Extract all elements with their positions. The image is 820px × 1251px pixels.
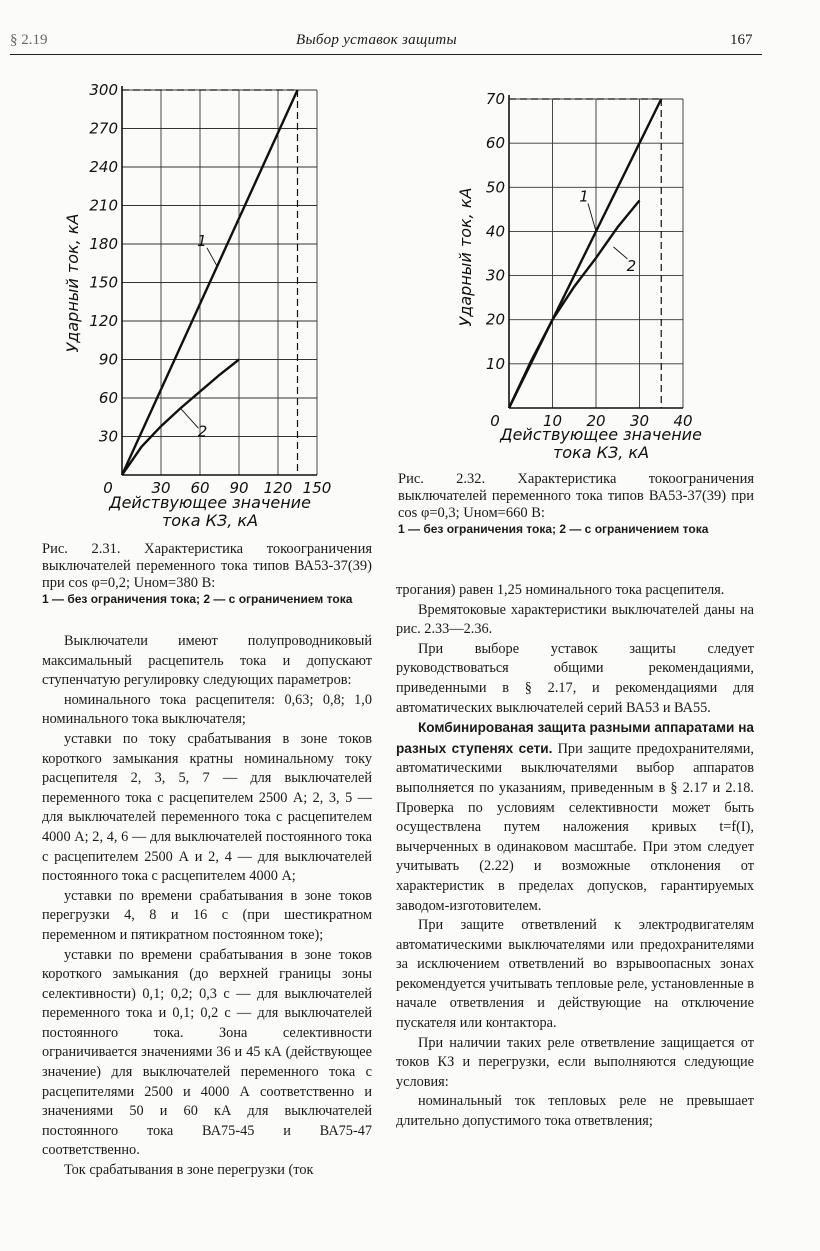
- paragraph: Ток срабатывания в зоне перегрузки (ток: [64, 1162, 314, 1179]
- paragraph: При наличии таких реле ответвление защищается от токов КЗ и перегрузки, если выполняются следующие условия:: [396, 1034, 754, 1090]
- y-tick-label: 90: [98, 350, 118, 369]
- section-number: § 2.19: [10, 32, 48, 48]
- figure-2-32-title: Рис. 2.32. Характеристика токоограничения выключателей переменного тока типов ВА53-37(39) при cos φ=0,3; Uном=660 В:: [398, 471, 754, 521]
- figure-2-31-legend: 1 — без ограничения тока; 2 — с ограничением тока: [42, 592, 353, 606]
- x-axis-title-line-2: тока КЗ, кА: [552, 443, 650, 462]
- x-tick-label: 0: [490, 412, 500, 430]
- paragraph: При выборе уставок защиты следует руководствоваться общими рекомендациями, приведенными в § 2.17, и рекомендациями для автоматических выключателей серий ВА53 и ВА55.: [396, 640, 754, 716]
- y-tick-label: 150: [89, 273, 118, 292]
- series-2-label: 2: [626, 256, 637, 275]
- x-tick-label: 120: [263, 479, 293, 497]
- x-tick-label: 30: [151, 479, 171, 497]
- series-label-leader: [207, 248, 217, 266]
- paragraph: [396, 718, 754, 916]
- y-tick-label: 10: [485, 354, 505, 373]
- series-label-leader: [588, 203, 596, 231]
- x-tick-label: 90: [229, 479, 249, 497]
- paragraph: номинальный ток тепловых реле не превышает длительно допустимого тока ответвления;: [396, 1093, 754, 1130]
- y-tick-label: 120: [89, 312, 118, 330]
- running-title: Выбор уставок защиты: [296, 32, 457, 48]
- y-tick-label: 40: [485, 222, 505, 241]
- series-2-label: 2: [197, 422, 208, 441]
- paragraph: Выключатели имеют полупроводниковый максимальный расцепитель тока и допускают ступенчатую регулировку следующих параметров:: [42, 633, 372, 689]
- x-tick-label: 0: [103, 479, 113, 497]
- y-tick-label: 30: [98, 427, 118, 446]
- header-rule: [10, 54, 762, 55]
- x-tick-label: 30: [629, 412, 650, 430]
- series-2-line: [122, 360, 239, 476]
- series-label-leader: [613, 247, 627, 259]
- figure-2-31-caption: [42, 541, 372, 607]
- y-tick-label: 240: [89, 158, 118, 176]
- series-1-label: 1: [197, 231, 207, 250]
- right-text-column: [396, 581, 754, 1132]
- x-axis-title-line-2: тока КЗ, кА: [161, 511, 259, 530]
- paragraph: При защите ответвлений к электродвигателям автоматическими выключателями или предохранителями за исключением ответвлений во взрывоопасных зонах рекомендуется учитывать тепловые реле, установленные в начале ответвления и действующие на отключение пускателя или контактора.: [396, 917, 754, 1032]
- series-1-label: 1: [579, 187, 589, 206]
- y-tick-label: 300: [89, 81, 118, 99]
- chart-fig-2-31: [60, 78, 350, 538]
- paragraph: Времятоковые характеристики выключателей даны на рис. 2.33—2.36.: [396, 601, 754, 638]
- x-tick-label: 60: [190, 479, 210, 497]
- paragraph-text: При защите предохранителями, автоматическими выключателями выбор аппаратов выполняется по указаниям, приведенным в § 2.17 и 2.18. Проверка по условиям селективности может быть осуществлена путем наложения кривых t=f(I), вычерченных в одинаковом масштабе. При этом следует учитывать (2.22) и возможные отклонения от характеристик в пределах допусков, гарантируемых заводом-изготовителем.: [396, 740, 755, 914]
- x-axis-title: Действующее значение: [500, 425, 702, 444]
- y-tick-label: 30: [485, 266, 505, 285]
- y-tick-label: 60: [98, 389, 118, 407]
- y-tick-label: 60: [485, 134, 505, 153]
- paragraph: уставки по времени срабатывания в зоне токов короткого замыкания (до верхней границы зоны селективности) 0,1; 0,2; 0,3 с — для выключателей переменного тока и 0,1; 0,2 с — для выключателей постоянного тока. Зона селективности ограничивается значениями 36 и 45 кА (действующее значение) для выключателей переменного тока с расцепителями 2500 и 4000 А соответственно и значениями 50 и 60 кА для выключателей постоянного тока ВА75-45 и ВА75-47 соответственно.: [42, 946, 372, 1159]
- chart-fig-2-32: [455, 82, 715, 467]
- figure-2-32-caption: [398, 471, 754, 537]
- x-axis-title: Действующее значение: [109, 493, 311, 512]
- x-tick-label: 40: [673, 412, 693, 430]
- paragraph: уставки по току срабатывания в зоне токов короткого замыкания кратны номинальному току расцепителя 2, 3, 5, 7 — для выключателей переменного тока с расцепителем 2500 А; 2, 3, 5 — для выключателей переменного тока с расцепителем 4000 А; 2, 4, 6 — для выключателей постоянного тока с расцепителем 2500 А и 2, 4 — для выключателей постоянного тока с расцепителем 4000 А;: [42, 730, 372, 885]
- y-tick-label: 270: [89, 119, 118, 138]
- paragraph: уставки по времени срабатывания в зоне токов перегрузки 4, 8 и 16 с (при шестикратном переменном и пятикратном постоянном токе);: [42, 887, 372, 943]
- paragraph: номинального тока расцепителя: 0,63; 0,8; 1,0 номинального тока выключателя;: [42, 691, 372, 728]
- x-tick-label: 10: [542, 412, 563, 430]
- y-tick-label: 180: [89, 235, 118, 253]
- figure-2-31-title: Рис. 2.31. Характеристика токоограничения выключателей переменного тока типов ВА53-37(39) при cos φ=0,2; Uном=380 В:: [42, 541, 372, 591]
- x-tick-label: 150: [302, 479, 332, 497]
- y-tick-label: 20: [485, 310, 505, 329]
- y-axis-title: Ударный ток, кА: [456, 187, 475, 327]
- y-tick-label: 50: [485, 178, 505, 197]
- series-label-leader: [181, 408, 199, 428]
- paragraph: трогания) равен 1,25 номинального тока расцепителя.: [396, 582, 725, 598]
- section-heading: Комбинированая защита разными аппаратами на разных ступенях сети.: [396, 720, 754, 756]
- figure-2-32-legend: 1 — без ограничения тока; 2 — с ограничением тока: [398, 522, 709, 536]
- page-number: 167: [730, 32, 753, 48]
- left-text-column: [42, 632, 372, 1181]
- x-tick-label: 20: [586, 412, 606, 430]
- y-tick-label: 210: [89, 196, 118, 215]
- y-tick-label: 70: [485, 90, 505, 108]
- y-axis-title: Ударный ток, кА: [63, 213, 82, 353]
